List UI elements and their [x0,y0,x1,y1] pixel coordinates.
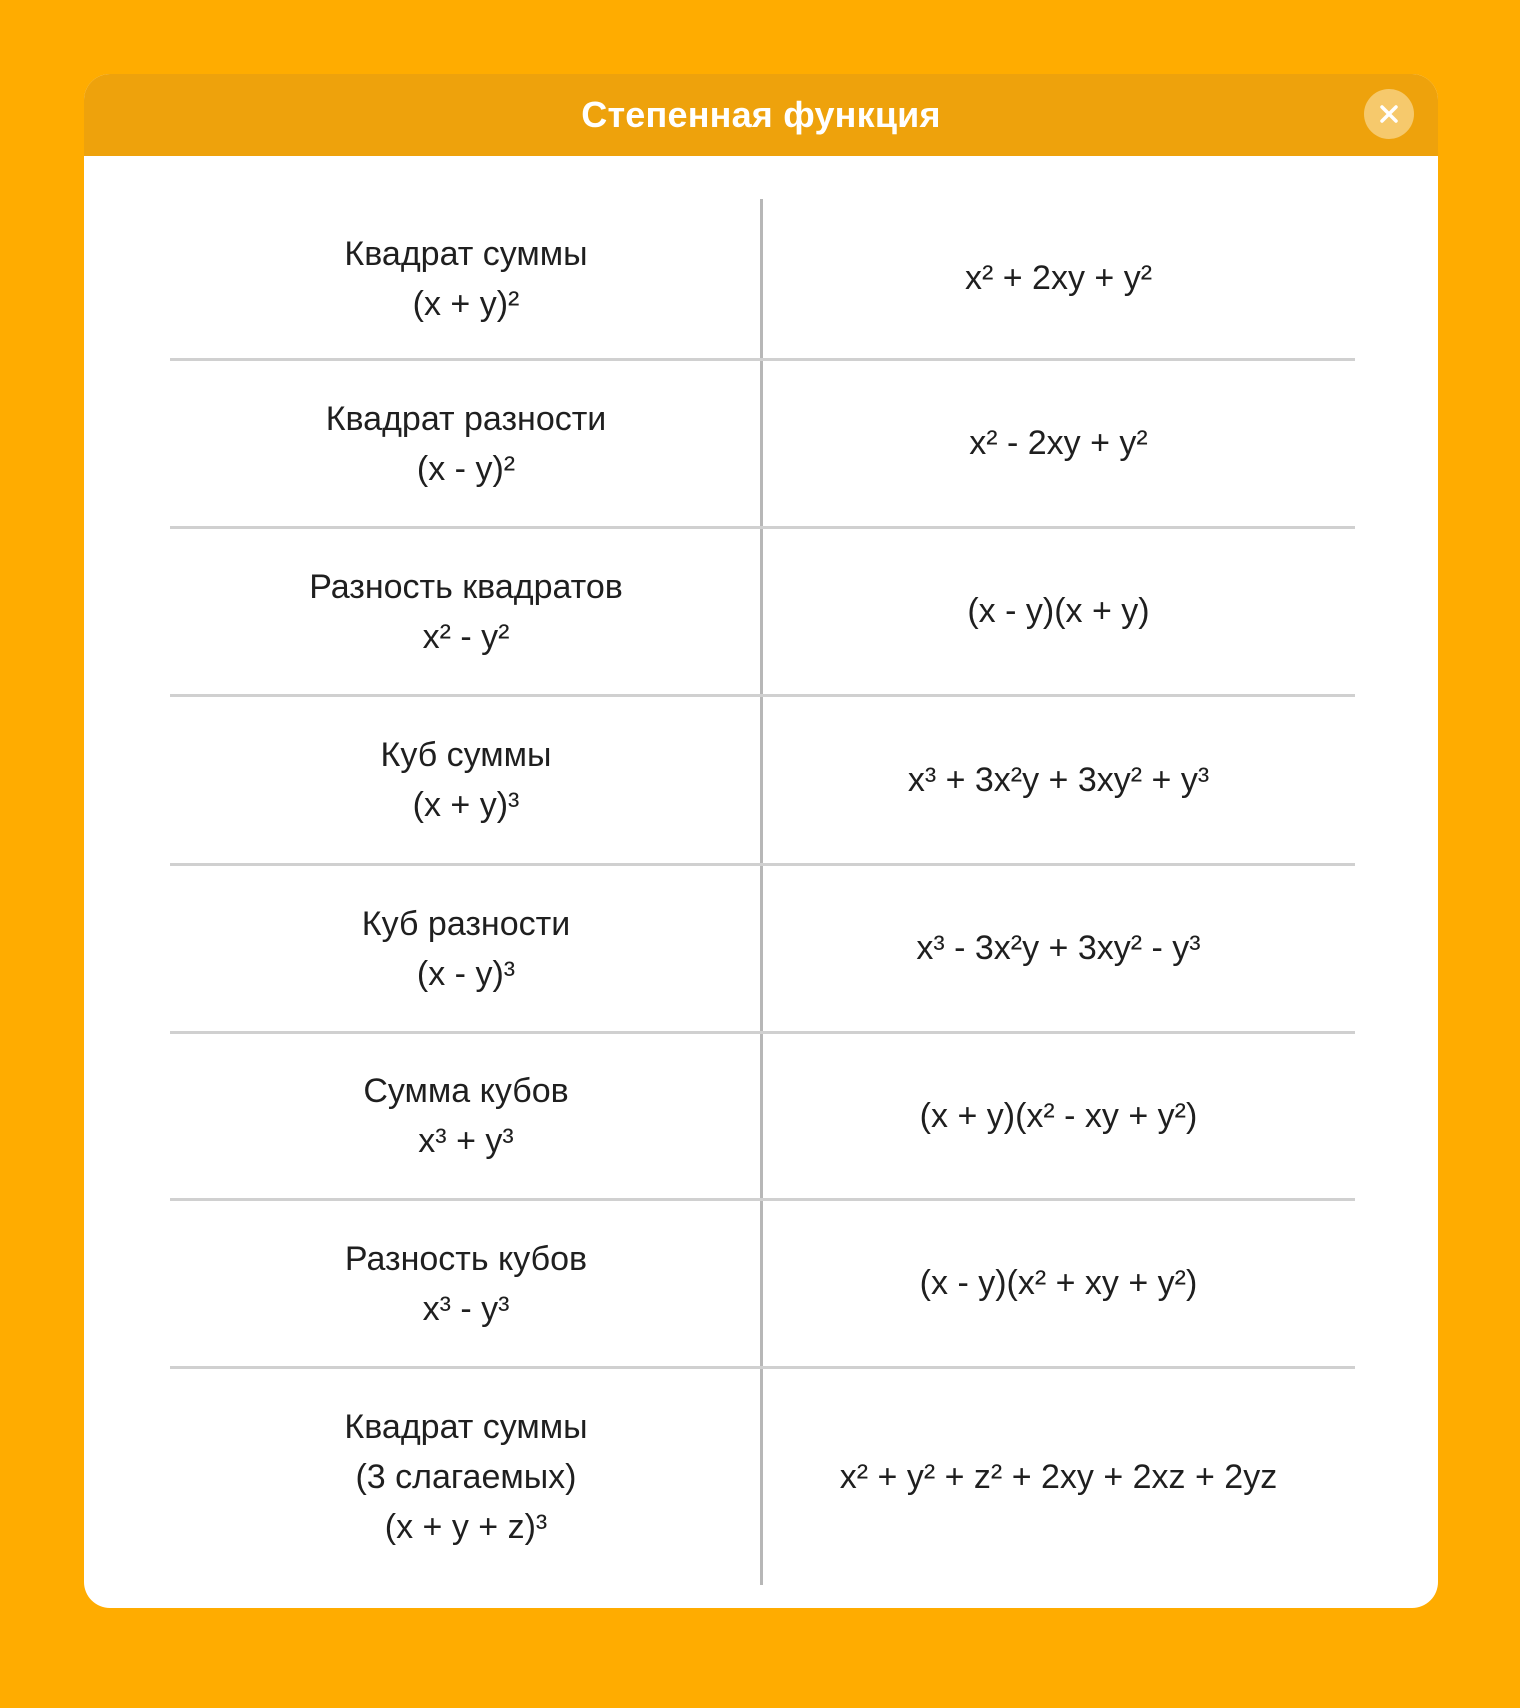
formula-name: Куб суммы [380,736,552,774]
table-row [170,199,1355,361]
formula-name: Квадрат суммы [344,234,588,273]
table-row [170,1201,1355,1369]
formula-result: x² + 2xy + y² [964,259,1153,297]
formula-expression: (x + y)² [412,284,520,323]
dialog-window [84,74,1438,1608]
formula-name-cell [170,1034,762,1198]
formula-name-cell [170,199,762,358]
formula-result: x³ - 3x²y + 3xy² - y³ [916,929,1201,967]
formula-expression: (x + y + z)³ [384,1508,548,1546]
formula-result: (x - y)(x² + xy + y²) [919,1264,1198,1302]
table-row [170,697,1355,866]
formula-table [170,199,1355,1585]
formula-expression: (x + y)³ [412,786,520,824]
formula-name: Разность квадратов [309,567,623,606]
formula-expression: (x - y)² [416,449,516,488]
formula-result: x² + y² + z² + 2xy + 2xz + 2yz [839,1457,1278,1496]
formula-result: (x - y)(x + y) [967,592,1150,630]
formula-expression: x³ - y³ [422,1289,510,1328]
table-row [170,1369,1355,1585]
formula-name: Квадрат разности [325,399,607,438]
formula-result: x³ + 3x²y + 3xy² + y³ [907,760,1210,799]
table-row [170,866,1355,1034]
formula-name-note: (3 слагаемых) [355,1458,577,1496]
formula-expression: x³ + y³ [418,1122,514,1160]
table-row [170,1034,1355,1201]
titlebar [84,74,1438,156]
table-row [170,361,1355,529]
dialog-title: Степенная функция [581,94,941,135]
formula-name-cell [170,1369,762,1585]
formula-name: Куб разности [361,904,571,943]
formula-result: x² - 2xy + y² [969,424,1148,462]
formula-expression: x² - y² [422,617,510,656]
formula-name: Разность кубов [344,1239,588,1278]
table-row [170,529,1355,697]
formula-name-cell [170,697,762,863]
formula-name-cell [170,866,762,1031]
close-icon [1364,89,1414,139]
formula-name-cell [170,529,762,694]
formula-name-cell [170,361,762,526]
formula-expression: (x - y)³ [416,954,516,993]
formula-result: (x + y)(x² - xy + y²) [919,1096,1198,1135]
formula-name: Квадрат суммы [344,1408,588,1446]
formula-name: Сумма кубов [363,1072,569,1110]
close-button[interactable] [1364,89,1414,139]
formula-name-cell [170,1201,762,1366]
